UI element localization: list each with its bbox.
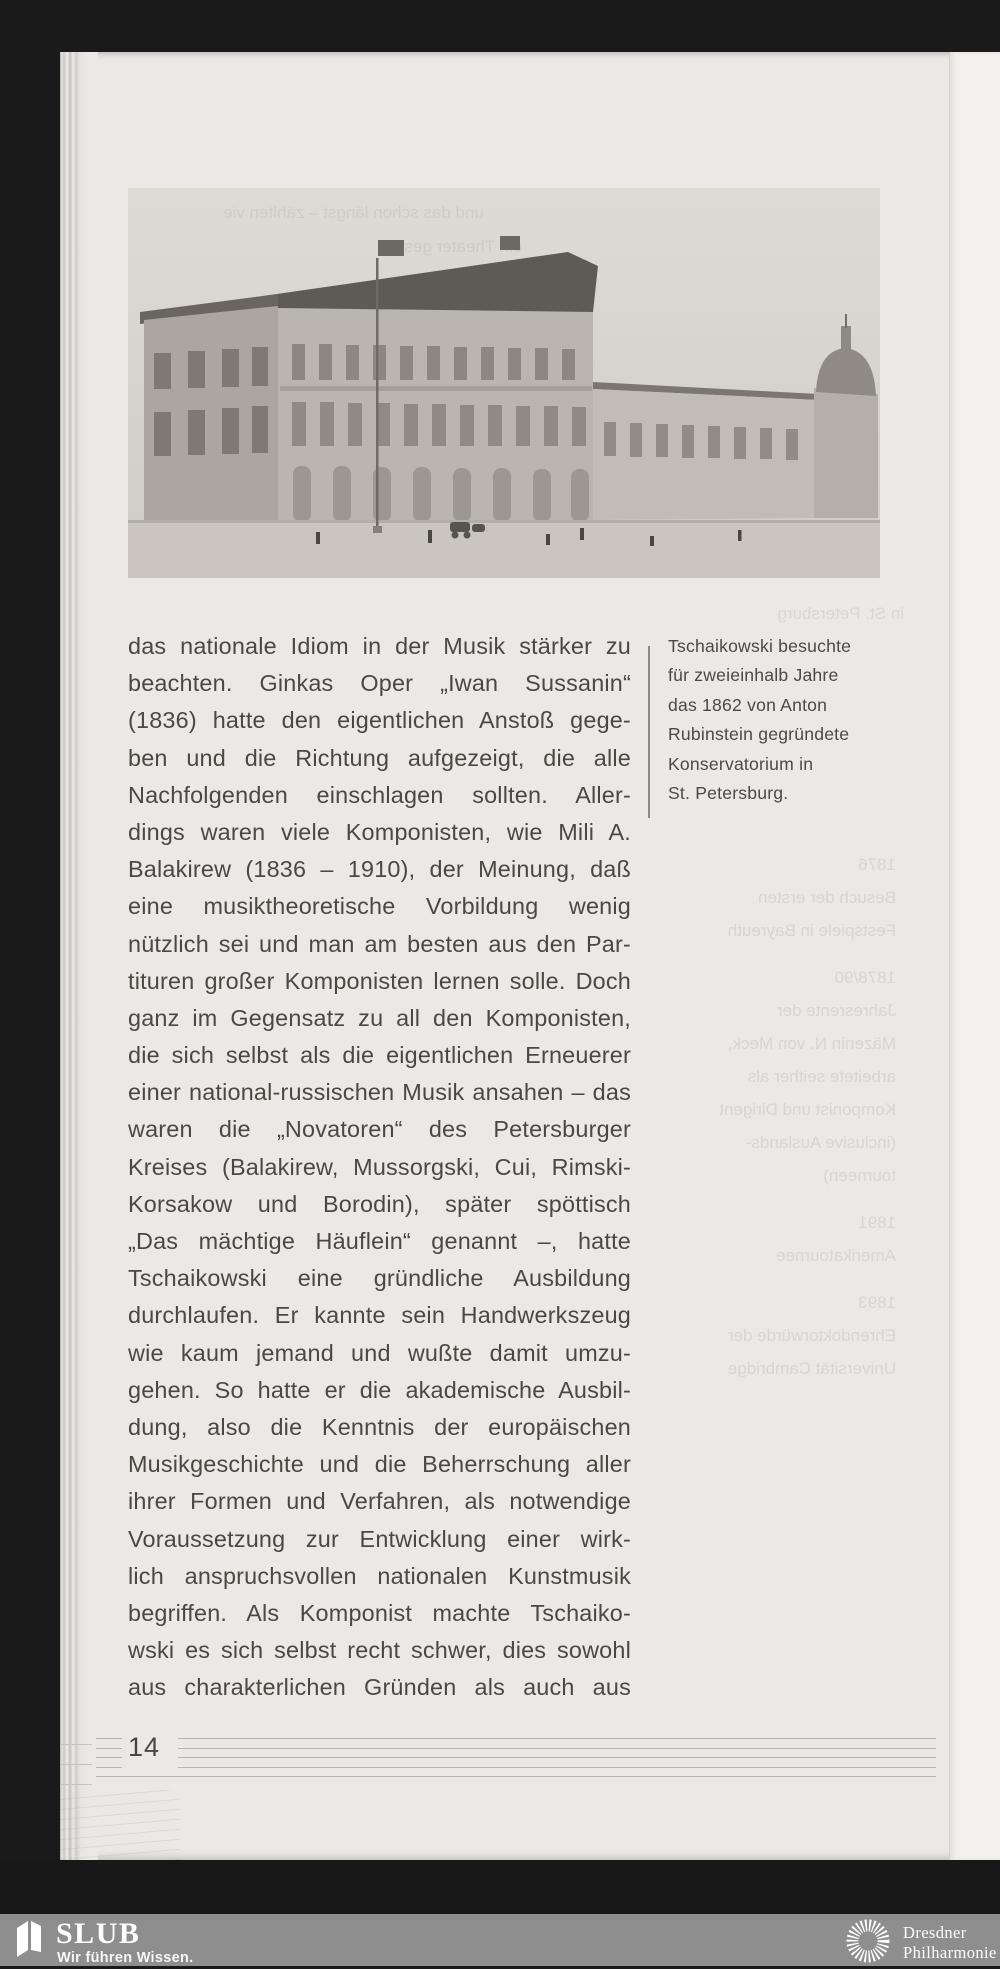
ghost-timeline-line: (inclusive Auslands-	[745, 1133, 896, 1152]
body-text-line: ihrer Formen und Verfahren, als notwendige	[128, 1488, 631, 1515]
footer-black-band	[0, 1860, 1000, 1914]
body-text	[128, 628, 631, 1706]
body-text-line: Korsakow und Borodin), später spöttisch	[128, 1190, 631, 1217]
body-text-line: waren die „Novatoren“ des Petersburger	[128, 1116, 631, 1143]
slub-book-icon	[15, 1919, 43, 1964]
ghost-timeline-line: arbeitete seither als	[747, 1067, 896, 1086]
body-text-line: das nationale Idiom in der Musik stärker zu	[128, 633, 631, 659]
body-text-line: Kreises (Balakirew, Mussorgski, Cui, Rimski-	[128, 1153, 631, 1180]
page-edge-line	[60, 1784, 92, 1785]
scanned-page	[60, 52, 1000, 1860]
body-text-line: Musikgeschichte und die Beherrschung aller	[128, 1451, 631, 1478]
philharmonie-sunburst-icon	[845, 1918, 891, 1969]
body-text-line: ganz im Gegensatz zu all den Komponisten,	[128, 1004, 631, 1031]
slub-wordmark: SLUB	[56, 1917, 141, 1950]
body-text-line: dings waren viele Komponisten, wie Mili A.	[128, 818, 631, 845]
page-stack-bottom-edges	[60, 1790, 180, 1860]
ghost-timeline-line: 1891	[858, 1213, 896, 1232]
slub-tagline: Wir führen Wissen.	[57, 1950, 194, 1966]
ghost-timeline-line: Festspiele in Bayreuth	[727, 921, 896, 940]
staff-line	[96, 1767, 936, 1768]
next-page-edge	[949, 52, 1000, 1860]
body-text-line: Nachfolgenden einschlagen sollten. Aller-	[128, 781, 631, 808]
ghost-timeline-line: Jahresrente der	[776, 1001, 896, 1020]
photo-caption-line: Konservatorium in	[668, 753, 814, 774]
body-text-line: aus charakterlichen Gründen als auch aus	[128, 1674, 631, 1701]
page-edge-line	[60, 1744, 92, 1745]
ghost-sky-line-1: und das schon längst – zählten vie	[223, 203, 484, 222]
ghost-line-above-caption: in St. Petersburg	[777, 604, 904, 623]
ghost-timeline-line: 1893	[858, 1293, 896, 1312]
body-text-line: „Das mächtige Häuflein“ genannt –, hatte	[128, 1228, 631, 1254]
photo-caption-line: das 1862 von Anton	[668, 694, 828, 715]
body-text-line: die sich selbst als die eigentlichen Erneuerer	[128, 1042, 631, 1069]
body-text-line: eine musiktheoretische Vorbildung wenig	[128, 893, 631, 920]
body-text-line: wie kaum jemand und wußte damit umzu-	[128, 1339, 631, 1366]
staff-line	[96, 1776, 936, 1777]
footer-bar	[0, 1914, 1000, 1966]
body-text-line: (1836) hatte den eigentlichen Anstoß gege-	[128, 707, 631, 734]
ghost-timeline-line: Besuch der ersten	[758, 888, 896, 907]
body-text-line: Balakirew (1836 – 1910), der Meinung, daß	[128, 856, 631, 883]
body-text-line: beachten. Ginkas Oper „Iwan Sussanin“	[128, 670, 631, 697]
caption-divider-line	[648, 646, 650, 818]
body-text-line: begriffen. Als Komponist machte Tschaiko-	[128, 1599, 631, 1626]
philharmonie-wordmark-line2: Philharmonie	[903, 1942, 997, 1962]
ghost-timeline-line: Universität Cambridge	[727, 1359, 896, 1378]
body-text-line: dung, also die Kenntnis der europäischen	[128, 1413, 631, 1440]
photo-caption-line: Rubinstein gegründete	[668, 724, 850, 745]
body-text-line: ben und die Richtung aufgezeigt, die alle	[128, 744, 631, 771]
body-text-line: einer national-russischen Musik ansahen – das	[128, 1079, 631, 1106]
staff-line	[96, 1748, 936, 1749]
ghost-timeline-line: tourneen)	[823, 1166, 896, 1185]
ghost-timeline-line: Amerikatournee	[775, 1246, 896, 1265]
ghost-timeline-line: Komponist und Dirigent	[719, 1100, 896, 1119]
ghost-timeline-column	[658, 848, 896, 1385]
body-text-line: durchlaufen. Er kannte sein Handwerkszeug	[128, 1302, 631, 1329]
page-number: 14	[122, 1728, 178, 1773]
photo-caption-line: St. Petersburg.	[668, 783, 789, 804]
body-text-line: gehen. So hatte er die akademische Ausbil-	[128, 1376, 631, 1403]
photo-caption-line: Tschaikowski besuchte	[668, 636, 852, 656]
body-text-line: wski es sich selbst recht schwer, dies sowohl	[128, 1637, 631, 1664]
ghost-sky-line-2: ein Theater gestellt	[378, 237, 523, 256]
body-text-line: Voraussetzung zur Entwicklung einer wirk-	[128, 1525, 631, 1552]
body-text-line: Tschaikowski eine gründliche Ausbildung	[128, 1265, 631, 1292]
page-stack-edges	[60, 52, 98, 1860]
ghost-timeline-line: Ehrendoktorwürde der	[727, 1326, 896, 1345]
body-text-line: lich anspruchsvollen nationalen Kunstmusik	[128, 1562, 631, 1589]
philharmonie-wordmark	[903, 1923, 997, 1962]
ghost-timeline-line: 1876	[858, 855, 896, 874]
philharmonie-wordmark-line1: Dresdner	[903, 1923, 967, 1942]
conservatory-photo	[128, 188, 880, 578]
page-edge-line	[60, 1764, 92, 1765]
ghost-timeline-line: 1878/90	[834, 968, 896, 987]
photo-caption-line: für zweieinhalb Jahre	[668, 665, 839, 686]
photo-caption	[668, 632, 908, 808]
ghost-timeline-line: Mäzenin N. von Meck,	[727, 1034, 896, 1053]
body-text-line: nützlich sei und man am besten aus den Par-	[128, 930, 631, 957]
body-text-line: tituren großer Komponisten lernen solle. Doch	[128, 967, 631, 994]
staff-line	[96, 1757, 936, 1758]
staff-line	[96, 1738, 936, 1739]
